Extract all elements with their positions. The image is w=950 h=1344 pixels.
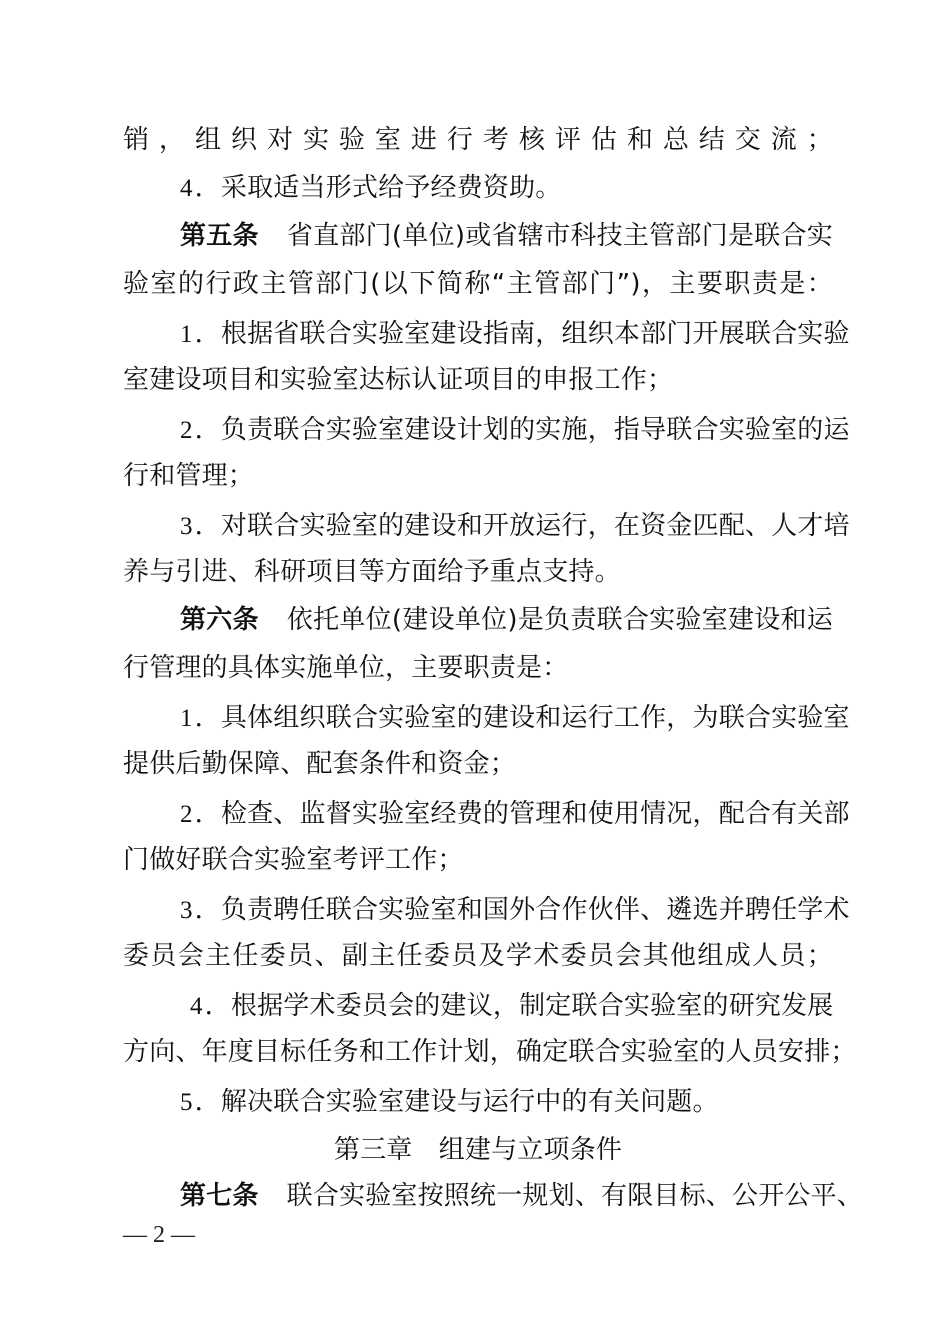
- item-text: ．负责联合实验室建设计划的实施，指导联合实验室的运: [194, 415, 850, 445]
- item-number: 1: [180, 321, 193, 348]
- text-line: 销，组织对实验室进行考核评估和总结交流；: [123, 125, 833, 155]
- chapter-heading: 第三章 组建与立项条件: [333, 1135, 623, 1165]
- text-line: 室建设项目和实验室达标认证项目的申报工作；: [123, 365, 674, 395]
- text-line: 提供后勤保障、配套条件和资金；: [123, 749, 517, 779]
- item-number: 4: [180, 175, 193, 202]
- list-item: [180, 702, 850, 734]
- text-line: 门做好联合实验室考评工作；: [123, 845, 464, 875]
- list-item: [180, 894, 850, 926]
- article-text: 省直部门(单位)或省辖市科技主管部门是联合实: [286, 221, 833, 251]
- article-heading-line: [180, 1180, 864, 1212]
- item-text: ．检查、监督实验室经费的管理和使用情况，配合有关部: [194, 799, 850, 829]
- list-item: [180, 318, 850, 350]
- article-text: 依托单位(建设单位)是负责联合实验室建设和运: [286, 605, 833, 635]
- item-text: ．根据省联合实验室建设指南，组织本部门开展联合实验: [194, 319, 850, 349]
- item-text: ．具体组织联合实验室的建设和运行工作，为联合实验室: [194, 703, 850, 733]
- item-number: 4: [190, 993, 203, 1020]
- item-text: ．采取适当形式给予经费资助。: [194, 173, 562, 203]
- page-number: — 2 —: [123, 1222, 195, 1248]
- list-item: [180, 1086, 833, 1118]
- item-number: 1: [180, 705, 193, 732]
- article-label: 第六条: [180, 605, 259, 635]
- text-line: 行和管理；: [123, 461, 255, 491]
- article-label: 第七条: [180, 1181, 259, 1211]
- article-text: 联合实验室按照统一规划、有限目标、公开公平、: [286, 1181, 864, 1211]
- list-item: [180, 414, 850, 446]
- item-text: ．负责聘任联合实验室和国外合作伙伴、遴选并聘任学术: [194, 895, 850, 925]
- item-number: 3: [180, 513, 193, 540]
- article-label: 第五条: [180, 221, 259, 251]
- item-number: 2: [180, 801, 193, 828]
- list-item: [180, 172, 833, 204]
- item-number: 3: [180, 897, 193, 924]
- text-line: 方向、年度目标任务和工作计划，确定联合实验室的人员安排；: [123, 1037, 857, 1067]
- item-number: 5: [180, 1089, 193, 1116]
- article-heading-line: [180, 604, 833, 636]
- list-item: [180, 510, 850, 542]
- list-item: [180, 798, 850, 830]
- list-item: [190, 990, 833, 1022]
- text-line: 委员会主任委员、副主任委员及学术委员会其他组成人员；: [123, 941, 833, 971]
- item-text: ．根据学术委员会的建议，制定联合实验室的研究发展: [204, 991, 834, 1021]
- item-number: 2: [180, 417, 193, 444]
- item-text: ．对联合实验室的建设和开放运行，在资金匹配、人才培: [194, 511, 850, 541]
- text-line: 行管理的具体实施单位，主要职责是：: [123, 653, 569, 683]
- text-line: 验室的行政主管部门(以下简称“主管部门”)，主要职责是：: [123, 269, 833, 299]
- item-text: ．解决联合实验室建设与运行中的有关问题。: [194, 1087, 719, 1117]
- text-line: 养与引进、科研项目等方面给予重点支持。: [123, 557, 621, 587]
- article-heading-line: [180, 220, 833, 252]
